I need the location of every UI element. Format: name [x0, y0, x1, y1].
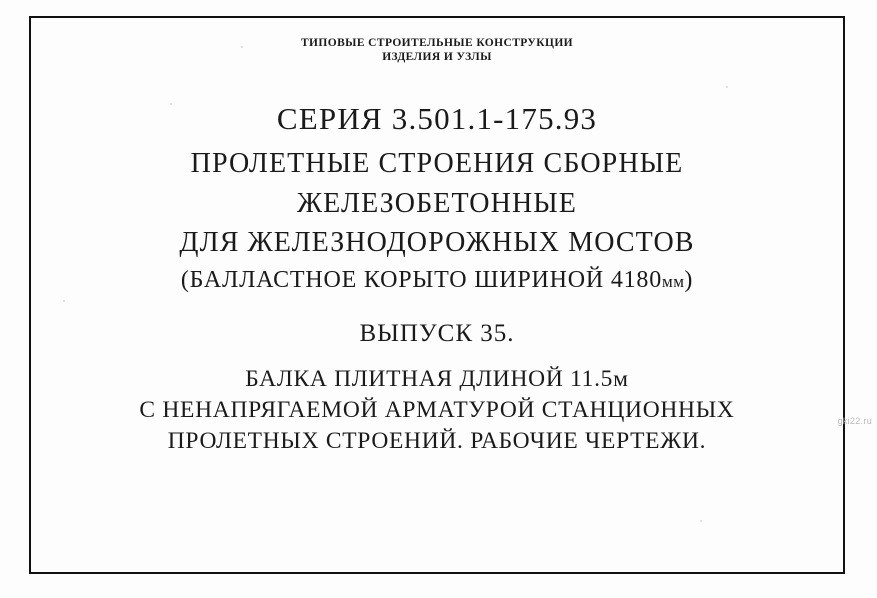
ballast-trough-note	[181, 267, 693, 294]
subtitle-line-3: ПРОЛЕТНЫХ СТРОЕНИЙ. РАБОЧИЕ ЧЕРТЕЖИ.	[167, 428, 707, 455]
subtitle-line-2: С НЕНАПРЯГАЕМОЙ АРМАТУРОЙ СТАНЦИОННЫХ	[139, 397, 735, 424]
document-subtitle	[139, 364, 734, 457]
title-sheet-content	[29, 16, 845, 574]
subtitle-line-1: БАЛКА ПЛИТНАЯ ДЛИНОЙ 11.5м	[245, 366, 629, 392]
header-line-2: ИЗДЕЛИЯ И УЗЛЫ	[382, 51, 492, 64]
issue-number: ВЫПУСК 35.	[359, 320, 515, 347]
ballast-trough-close: )	[684, 267, 694, 293]
header-line-1: ТИПОВЫЕ СТРОИТЕЛЬНЫЕ КОНСТРУКЦИИ	[300, 37, 574, 49]
series-number: СЕРИЯ 3.501.1-175.93	[276, 100, 598, 136]
title-line-1: ПРОЛЕТНЫЕ СТРОЕНИЯ СБОРНЫЕ	[190, 147, 684, 179]
ballast-trough-text: (БАЛЛАСТНОЕ КОРЫТО ШИРИНОЙ 4180	[180, 267, 663, 293]
watermark: gki22.ru	[837, 416, 872, 426]
ballast-trough-unit: мм	[662, 272, 685, 291]
title-line-3: ДЛЯ ЖЕЛЕЗНОДОРОЖНЫХ МОСТОВ	[179, 227, 695, 259]
title-line-2: ЖЕЛЕЗОБЕТОННЫЕ	[296, 187, 577, 219]
document-title	[179, 144, 694, 263]
